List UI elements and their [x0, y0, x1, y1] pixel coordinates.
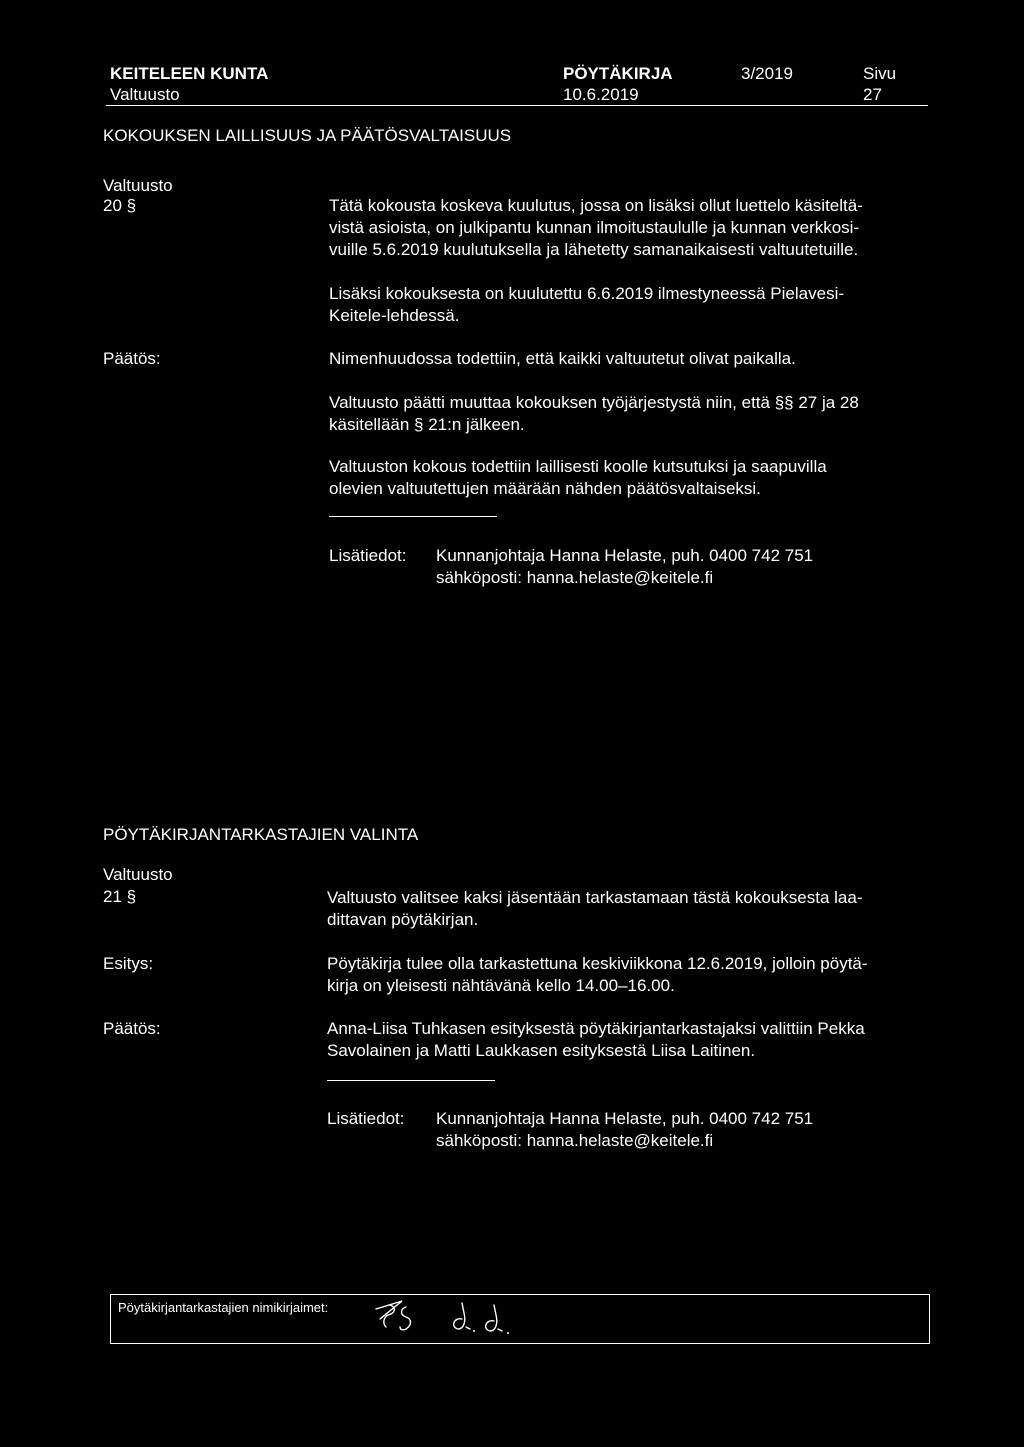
text-line: Lisäksi kokouksesta on kuulutettu 6.6.2019 ilmestyneessä Pielavesi-	[329, 284, 845, 303]
text-line: dittavan pöytäkirjan.	[327, 910, 479, 929]
decision-label: Päätös:	[103, 1019, 161, 1038]
meeting-date: 10.6.2019	[563, 85, 639, 104]
text-line: olevien valtuutettujen määrään nähden päätösvaltaiseksi.	[329, 479, 761, 498]
section-title: PÖYTÄKIRJANTARKASTAJIEN VALINTA	[103, 825, 419, 844]
header-rule	[106, 105, 928, 106]
contact-phone: Kunnanjohtaja Hanna Helaste, puh. 0400 742 751	[436, 1109, 814, 1128]
paragraph-sign: §	[126, 887, 137, 906]
info-label: Lisätiedot:	[329, 546, 407, 565]
proposal-label: Esitys:	[103, 954, 154, 973]
signature-label: Pöytäkirjantarkastajien nimikirjaimet:	[118, 1300, 329, 1315]
newspaper-notice	[329, 283, 844, 327]
body-name: Valtuusto	[110, 85, 180, 104]
contact-info	[436, 1108, 813, 1152]
text-line: vistä asioista, on julkipantu kunnan ilmoitustaululle ja kunnan verkkosi-	[329, 218, 860, 237]
paragraph-number-value: 21	[103, 887, 122, 906]
paragraph-sign: §	[126, 196, 137, 215]
text-line: Anna-Liisa Tuhkasen esityksestä pöytäkirjantarkastajaksi valittiin Pekka	[327, 1019, 865, 1038]
text-line: vuille 5.6.2019 kuulutuksella ja lähetetty samanaikaisesti valtuutetuille.	[329, 240, 859, 259]
info-label: Lisätiedot:	[327, 1109, 405, 1128]
text-line: Valtuuston kokous todettiin laillisesti koolle kutsutuksi ja saapuvilla	[329, 457, 827, 476]
paragraph-number	[103, 195, 136, 217]
text-line: Tätä kokousta koskeva kuulutus, jossa on lisäksi ollut luettelo käsiteltä-	[329, 196, 863, 215]
text-line: kirja on yleisesti nähtävänä kello 14.00–16.00.	[327, 976, 675, 995]
text-line: Keitele-lehdessä.	[329, 306, 460, 325]
selection-text	[327, 887, 862, 931]
separator-rule	[327, 1080, 495, 1081]
section-body-name: Valtuusto	[103, 176, 173, 195]
paragraph-number	[103, 886, 136, 908]
page-number: 27	[863, 85, 882, 104]
handwritten-initials	[366, 1297, 526, 1343]
decision-text: Nimenhuudossa todettiin, että kaikki valtuutetut olivat paikalla.	[329, 349, 796, 368]
page-label: Sivu	[863, 64, 897, 83]
contact-info	[436, 545, 813, 589]
decision-text	[327, 1018, 865, 1062]
separator-rule	[329, 516, 497, 517]
proposal-text	[327, 953, 868, 997]
contact-phone: Kunnanjohtaja Hanna Helaste, puh. 0400 742 751	[436, 546, 814, 565]
notice-text	[329, 195, 863, 261]
paragraph-number-value: 20	[103, 196, 122, 215]
meeting-number: 3/2019	[741, 64, 793, 83]
decision-text	[329, 456, 827, 500]
text-line: Valtuusto valitsee kaksi jäsentään tarkastamaan tästä kokouksesta laa-	[327, 888, 863, 907]
signature-box	[110, 1294, 930, 1344]
contact-email: sähköposti: hanna.helaste@keitele.fi	[436, 1131, 714, 1150]
text-line: Valtuusto päätti muuttaa kokouksen työjärjestystä niin, että §§ 27 ja 28	[329, 393, 859, 412]
text-line: käsitellään § 21:n jälkeen.	[329, 415, 525, 434]
org-name: KEITELEEN KUNTA	[110, 64, 269, 83]
decision-text	[329, 392, 859, 436]
contact-email: sähköposti: hanna.helaste@keitele.fi	[436, 568, 714, 587]
section-body-name: Valtuusto	[103, 865, 173, 884]
text-line: Pöytäkirja tulee olla tarkastettuna keskiviikkona 12.6.2019, jolloin pöytä-	[327, 954, 868, 973]
decision-label: Päätös:	[103, 349, 161, 368]
document-type: PÖYTÄKIRJA	[563, 64, 673, 83]
section-title: KOKOUKSEN LAILLISUUS JA PÄÄTÖSVALTAISUUS	[103, 126, 512, 145]
text-line: Savolainen ja Matti Laukkasen esityksestä Liisa Laitinen.	[327, 1041, 756, 1060]
